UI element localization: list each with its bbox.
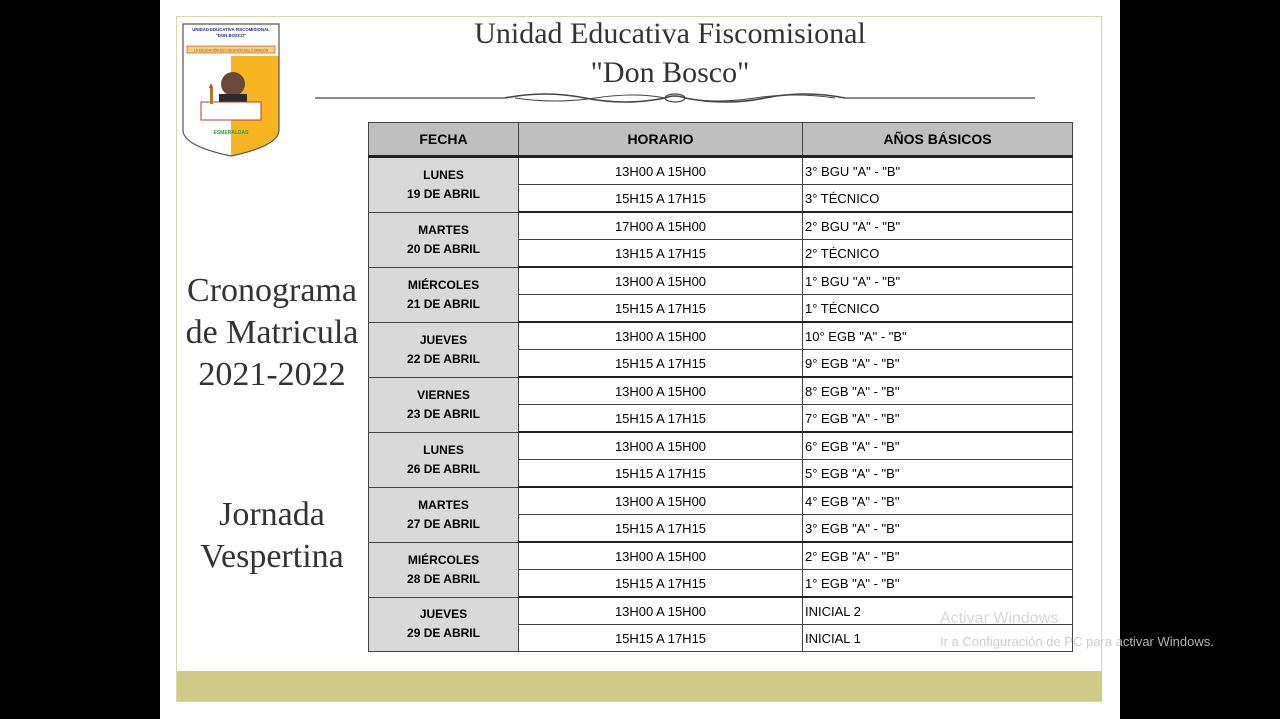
- grade-cell: 2° BGU "A" - "B": [803, 212, 1073, 240]
- time-cell: 17H00 A 15H00: [519, 212, 803, 240]
- footer-bar: [177, 671, 1102, 701]
- time-cell: 15H15 A 17H15: [519, 185, 803, 213]
- date-label: 27 DE ABRIL: [407, 516, 480, 531]
- date-label: 20 DE ABRIL: [407, 241, 480, 256]
- time-cell: 13H00 A 15H00: [519, 487, 803, 515]
- grade-cell: 5° EGB "A" - "B": [803, 460, 1073, 488]
- time-cell: 13H00 A 15H00: [519, 322, 803, 350]
- day-label: JUEVES: [419, 332, 468, 347]
- header-horario: HORARIO: [519, 123, 803, 157]
- date-cell: [369, 597, 519, 652]
- grade-cell: 7° EGB "A" - "B": [803, 405, 1073, 433]
- date-cell: [369, 157, 519, 213]
- date-label: 26 DE ABRIL: [407, 461, 480, 476]
- grade-cell: 8° EGB "A" - "B": [803, 377, 1073, 405]
- day-label: JUEVES: [419, 607, 468, 622]
- activation-watermark-title: Activar Windows: [940, 610, 1059, 627]
- grade-cell: 4° EGB "A" - "B": [803, 487, 1073, 515]
- time-cell: 15H15 A 17H15: [519, 460, 803, 488]
- day-label: MIÉRCOLES: [407, 277, 480, 292]
- schedule-year: 2021-2022: [198, 356, 346, 393]
- school-logo: [181, 22, 281, 158]
- day-label: MARTES: [418, 222, 469, 237]
- table-row: [369, 487, 1073, 515]
- day-label: VIERNES: [417, 387, 470, 402]
- logo-top-text: UNIDAD EDUCATIVA FISCOMISIONAL: [192, 27, 270, 32]
- table-row: [369, 157, 1073, 185]
- enrollment-schedule-table: [368, 122, 1073, 652]
- date-cell: [369, 542, 519, 597]
- date-label: 22 DE ABRIL: [407, 351, 480, 366]
- day-label: LUNES: [423, 442, 464, 457]
- grade-cell: INICIAL 1: [803, 625, 1073, 652]
- table-row: [369, 377, 1073, 405]
- time-cell: 15H15 A 17H15: [519, 405, 803, 433]
- date-cell: [369, 377, 519, 432]
- grade-cell: 3° EGB "A" - "B": [803, 515, 1073, 543]
- schedule-title-line2: de Matricula: [185, 314, 359, 351]
- time-cell: 15H15 A 17H15: [519, 295, 803, 323]
- day-label: LUNES: [423, 167, 464, 182]
- grade-cell: 6° EGB "A" - "B": [803, 432, 1073, 460]
- grade-cell: 1° TÉCNICO: [803, 295, 1073, 323]
- table-row: [369, 212, 1073, 240]
- activation-watermark-subtitle: Ir a Configuración de PC para activar Windows.: [940, 634, 1214, 649]
- grade-cell: 3° BGU "A" - "B": [803, 157, 1073, 185]
- table-row: [369, 542, 1073, 570]
- shift-title-line2: Vespertina: [200, 538, 344, 575]
- time-cell: 13H00 A 15H00: [519, 432, 803, 460]
- grade-cell: INICIAL 2: [803, 597, 1073, 625]
- school-title: Unidad Educativa Fiscomisional: [474, 17, 866, 50]
- time-cell: 13H00 A 15H00: [519, 377, 803, 405]
- time-cell: 15H15 A 17H15: [519, 570, 803, 598]
- shift-title-line1: Jornada: [219, 496, 325, 533]
- time-cell: 15H15 A 17H15: [519, 625, 803, 652]
- date-label: 23 DE ABRIL: [407, 406, 480, 421]
- grade-cell: 3° TÉCNICO: [803, 185, 1073, 213]
- date-cell: [369, 267, 519, 322]
- date-label: 29 DE ABRIL: [407, 626, 480, 641]
- grade-cell: 2° EGB "A" - "B": [803, 542, 1073, 570]
- table-header-row: [369, 123, 1073, 157]
- logo-motto: LA EDUCACIÓN ES CUESTIÓN DEL CORAZÓN: [193, 48, 269, 53]
- date-cell: [369, 322, 519, 377]
- time-cell: 15H15 A 17H15: [519, 515, 803, 543]
- ornament-divider: [315, 88, 1035, 108]
- day-label: MARTES: [418, 497, 469, 512]
- date-cell: [369, 487, 519, 542]
- time-cell: 13H00 A 15H00: [519, 267, 803, 295]
- header-anios: AÑOS BÁSICOS: [803, 123, 1073, 157]
- header-fecha: FECHA: [369, 123, 519, 157]
- date-label: 19 DE ABRIL: [407, 186, 480, 201]
- shift-title: [172, 494, 372, 578]
- time-cell: 13H00 A 15H00: [519, 597, 803, 625]
- day-label: MIÉRCOLES: [407, 552, 480, 567]
- grade-cell: 2° TÉCNICO: [803, 240, 1073, 268]
- date-label: 28 DE ABRIL: [407, 571, 480, 586]
- date-cell: [369, 212, 519, 267]
- grade-cell: 1° BGU "A" - "B": [803, 267, 1073, 295]
- table-row: [369, 322, 1073, 350]
- time-cell: 13H00 A 15H00: [519, 542, 803, 570]
- logo-name: "DON BOSCO": [215, 33, 247, 38]
- date-label: 21 DE ABRIL: [407, 296, 480, 311]
- grade-cell: 9° EGB "A" - "B": [803, 350, 1073, 378]
- school-name: "Don Bosco": [590, 56, 750, 89]
- time-cell: 15H15 A 17H15: [519, 350, 803, 378]
- table-row: [369, 267, 1073, 295]
- schedule-title-line1: Cronograma: [187, 272, 357, 309]
- table-row: [369, 432, 1073, 460]
- time-cell: 13H00 A 15H00: [519, 157, 803, 185]
- time-cell: 13H15 A 17H15: [519, 240, 803, 268]
- grade-cell: 1° EGB "A" - "B": [803, 570, 1073, 598]
- schedule-title: [172, 270, 372, 396]
- logo-city: ESMERALDAS: [213, 130, 249, 136]
- grade-cell: 10° EGB "A" - "B": [803, 322, 1073, 350]
- date-cell: [369, 432, 519, 487]
